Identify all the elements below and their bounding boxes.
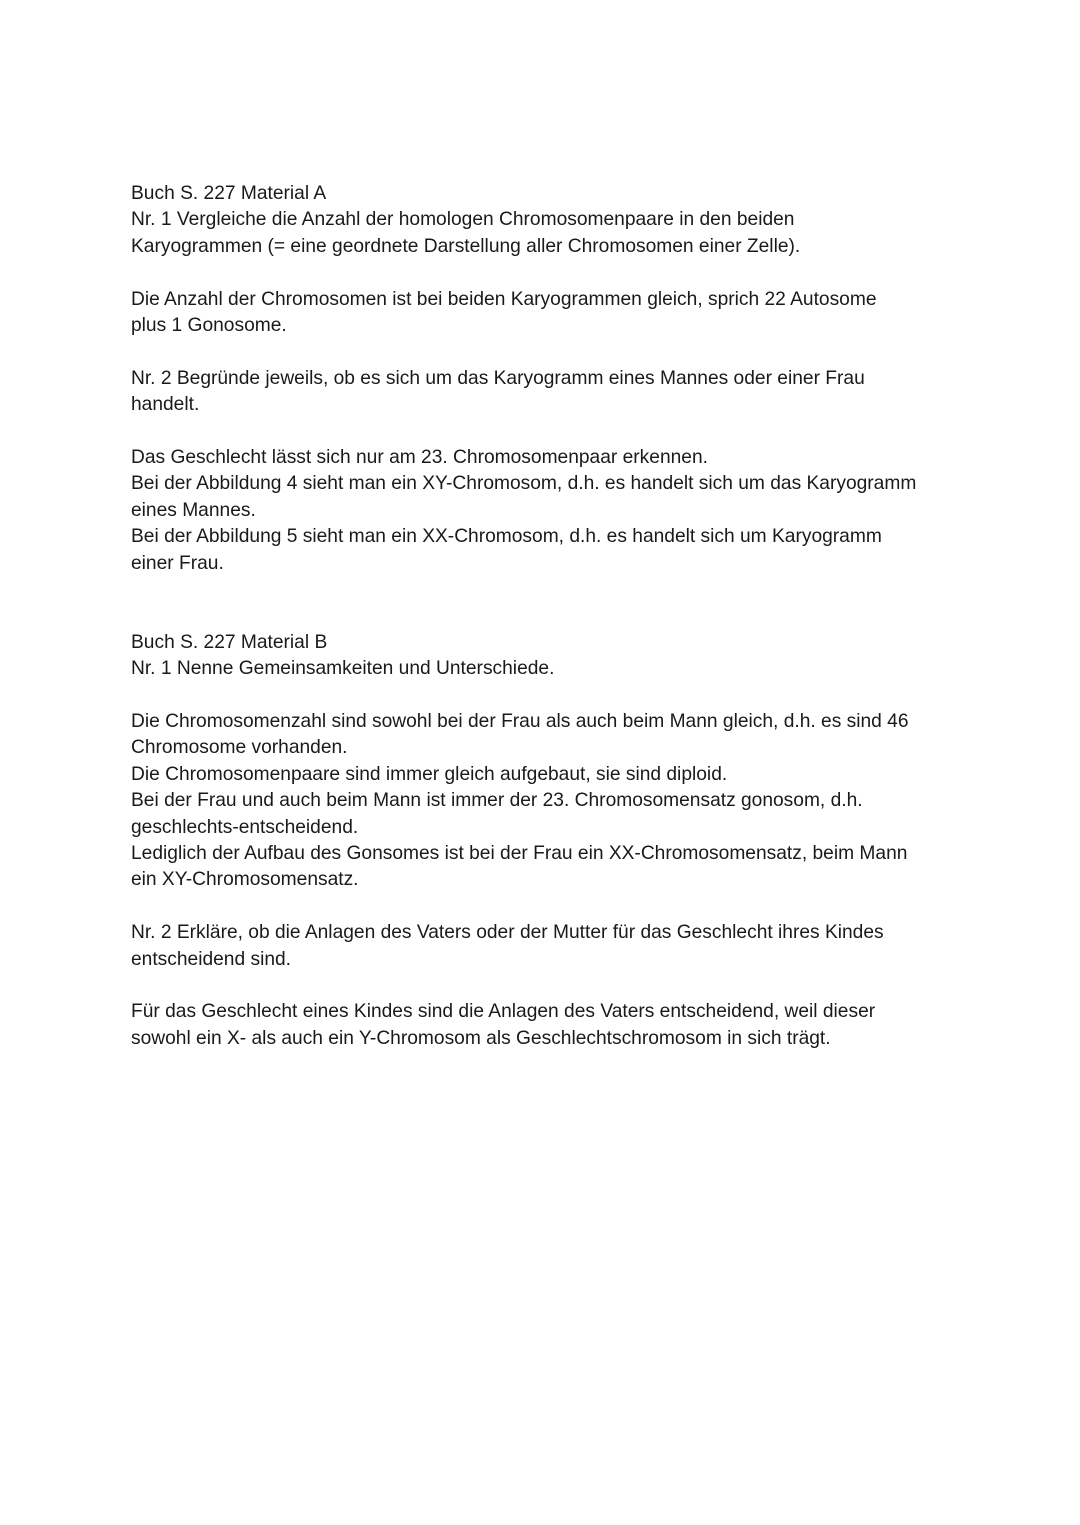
answer-b1-line: ein XY-Chromosomensatz. (131, 869, 359, 891)
question-b2-line: Nr. 2 Erkläre, ob die Anlagen des Vaters oder der Mutter für das Geschlecht ihres Kindes (131, 922, 884, 944)
answer-b1-line: Die Chromosomenpaare sind immer gleich aufgebaut, sie sind diploid. (131, 763, 728, 785)
section-material-b (131, 630, 961, 1052)
answer-a2-line: eines Mannes. (131, 499, 256, 521)
answer-b1-line: Chromosome vorhanden. (131, 737, 348, 759)
answer-a2-line: Bei der Abbildung 5 sieht man ein XX-Chromosom, d.h. es handelt sich um Karyogramm (131, 526, 882, 548)
question-a1-line: Nr. 1 Vergleiche die Anzahl der homologen Chromosomenpaare in den beiden (131, 209, 795, 231)
answer-a2-line: Bei der Abbildung 4 sieht man ein XY-Chromosom, d.h. es handelt sich um das Karyogramm (131, 473, 917, 495)
section-material-a (131, 181, 961, 577)
answer-a2-line: einer Frau. (131, 552, 224, 574)
answer-a1-line: Die Anzahl der Chromosomen ist bei beiden Karyogrammen gleich, sprich 22 Autosome (131, 288, 877, 310)
question-a1-block (131, 181, 961, 260)
answer-a2-line: Das Geschlecht lässt sich nur am 23. Chromosomenpaar erkennen. (131, 447, 708, 469)
answer-b2-line: Für das Geschlecht eines Kindes sind die Anlagen des Vaters entscheidend, weil dieser (131, 1001, 876, 1023)
answer-b1-line: Bei der Frau und auch beim Mann ist immer der 23. Chromosomensatz gonosom, d.h. (131, 790, 863, 812)
answer-b1-block (131, 709, 961, 894)
question-a1-line: Karyogrammen (= eine geordnete Darstellung aller Chromosomen einer Zelle). (131, 235, 801, 257)
answer-a2-block (131, 445, 961, 577)
answer-b1-line: geschlechts-entscheidend. (131, 816, 359, 838)
section-a-heading: Buch S. 227 Material A (131, 183, 327, 204)
question-a2-line: Nr. 2 Begründe jeweils, ob es sich um das Karyogramm eines Mannes oder einer Frau (131, 367, 865, 389)
question-a2-line: handelt. (131, 394, 200, 416)
section-b-heading: Buch S. 227 Material B (131, 631, 328, 653)
answer-b2-line: sowohl ein X- als auch ein Y-Chromosom als Geschlechtschromosom in sich trägt. (131, 1027, 831, 1049)
section-divider-space (131, 603, 961, 629)
question-b2-block (131, 920, 961, 973)
answer-b2-block (131, 999, 961, 1052)
question-b1-line: Nr. 1 Nenne Gemeinsamkeiten und Unterschiede. (131, 658, 555, 680)
answer-a1-line: plus 1 Gonosome. (131, 315, 287, 337)
answer-a1-block (131, 287, 961, 340)
document-page (131, 181, 961, 1079)
answer-b1-line: Die Chromosomenzahl sind sowohl bei der Frau als auch beim Mann gleich, d.h. es sind 46 (131, 711, 909, 733)
answer-b1-line: Lediglich der Aufbau des Gonsomes ist bei der Frau ein XX-Chromosomensatz, beim Mann (131, 843, 908, 865)
question-a2-block (131, 366, 961, 419)
question-b1-block (131, 630, 961, 683)
question-b2-line: entscheidend sind. (131, 948, 292, 970)
